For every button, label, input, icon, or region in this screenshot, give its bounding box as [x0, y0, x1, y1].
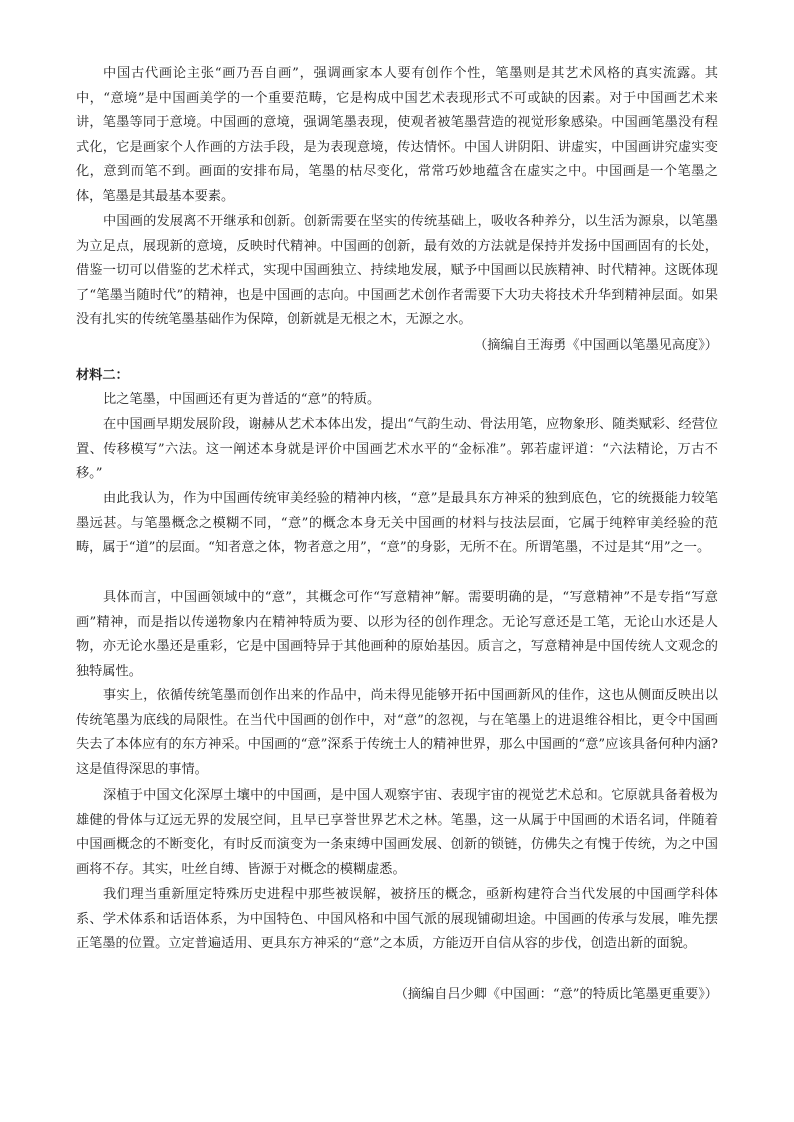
paragraph-2-7: 我们理当重新厘定特殊历史进程中那些被误解，被挤压的概念，亟新构建符合当代发展的中国画学科体系、学术体系和话语体系，为中国特色、中国风格和中国气派的展现铺砌坦途。中国画的传承与发展，唯先摆正笔墨的位置。立定普遍适用、更具东方神采的“意”之本质，方能迈开自信从容的步伐，创造出新的面貌。 [76, 887, 718, 952]
paragraph-1-1: 中国古代画论主张“画乃吾自画”，强调画家本人要有创作个性，笔墨则是其艺术风格的真实流露。其中，“意境”是中国画美学的一个重要范畴，它是构成中国艺术表现形式不可或缺的因素。对于中国画艺术来讲，笔墨等同于意境。中国画的意境，强调笔墨表现，使观者被笔墨营造的视觉形象感染。中国画笔墨没有程式化，它是画家个人作画的方法手段，是为表现意境，传达情怀。中国人讲阴阳、讲虚实，中国画讲究虚实变化，意到而笔不到。画面的安排布局，笔墨的枯尽变化，常常巧妙地蕴含在虚实之中。中国画是一个笔墨之体，笔墨是其最基本要素。 [76, 66, 718, 204]
section-heading-material-2: 材料二： [76, 368, 129, 383]
source-citation-2: （摘编自吕少卿《中国画：“意”的特质比笔墨更重要》） [394, 987, 718, 1002]
paragraph-2-4: 具体而言，中国画领域中的“意”，其概念可作“写意精神”解。需要明确的是，“写意精神”不是专指“写意画”精神，而是指以传递物象内在精神特质为要、以形为径的创作理念。无论写意还是工笔，无论山水还是人物，亦无论水墨还是重彩，它是中国画特异于其他画种的原始基因。质言之，写意精神是中国传统人文观念的独特属性。 [76, 590, 718, 679]
paragraph-2-3: 由此我认为，作为中国画传统审美经验的精神内核，“意”是最具东方神采的独到底色，它的统摄能力较笔墨远甚。与笔墨概念之模糊不同，“意”的概念本身无关中国画的材料与技法层面，它属于纯粹审美经验的范畴，属于“道”的层面。“知者意之体，物者意之用”，“意”的身影，无所不在。所谓笔墨，不过是其“用”之一。 [76, 491, 718, 556]
paragraph-1-2: 中国画的发展离不开继承和创新。创新需要在坚实的传统基础上，吸收各种养分，以生活为源泉，以笔墨为立足点，展现新的意境，反映时代精神。中国画的创新，最有效的方法就是保持并发扬中国画固有的长处，借鉴一切可以借鉴的艺术样式，实现中国画独立、持续地发展，赋予中国画以民族精神、时代精神。这既体现了“笔墨当随时代”的精神，也是中国画的志向。中国画艺术创作者需要下大功夫将技术升华到精神层面。如果没有扎实的传统笔墨基础作为保障，创新就是无根之木，无源之水。 [76, 214, 718, 328]
paragraph-2-5: 事实上，依循传统笔墨而创作出来的作品中，尚未得见能够开拓中国画新风的佳作，这也从侧面反映出以传统笔墨为底线的局限性。在当代中国画的创作中，对“意”的忽视，与在笔墨上的进退维谷相比，更令中国画失去了本体应有的东方神采。中国画的“意”深系于传统士人的精神世界，那么中国画的“意”应该具备何种内涵?这是值得深思的事情。 [76, 688, 718, 777]
paragraph-2-6: 深植于中国文化深厚土壤中的中国画，是中国人观察宇宙、表现宇宙的视觉艺术总和。它原就具备着极为雄健的骨体与辽远无界的发展空间，且早已享誉世界艺术之林。笔墨，这一从属于中国画的术语名词，伴随着中国画概念的不断变化，有时反而演变为一条束缚中国画发展、创新的锁链，仿佛失之有愧于传统，为之中国画将不存。其实，吐丝自缚、皆源于对概念的模糊虚悉。 [76, 788, 718, 877]
source-citation-1: （摘编自王海勇《中国画以笔墨见高度》） [474, 338, 718, 353]
paragraph-2-2: 在中国画早期发展阶段，谢赫从艺术本体出发，提出“气韵生动、骨法用笔，应物象形、随类赋彩、经营位置、传移模写”六法。这一阐述本身就是评价中国画艺术水平的“金标准”。郭若虚评道：“六法精论，万古不移。” [76, 417, 718, 482]
paragraph-2-1: 比之笔墨，中国画还有更为普适的“意”的特质。 [103, 392, 381, 407]
